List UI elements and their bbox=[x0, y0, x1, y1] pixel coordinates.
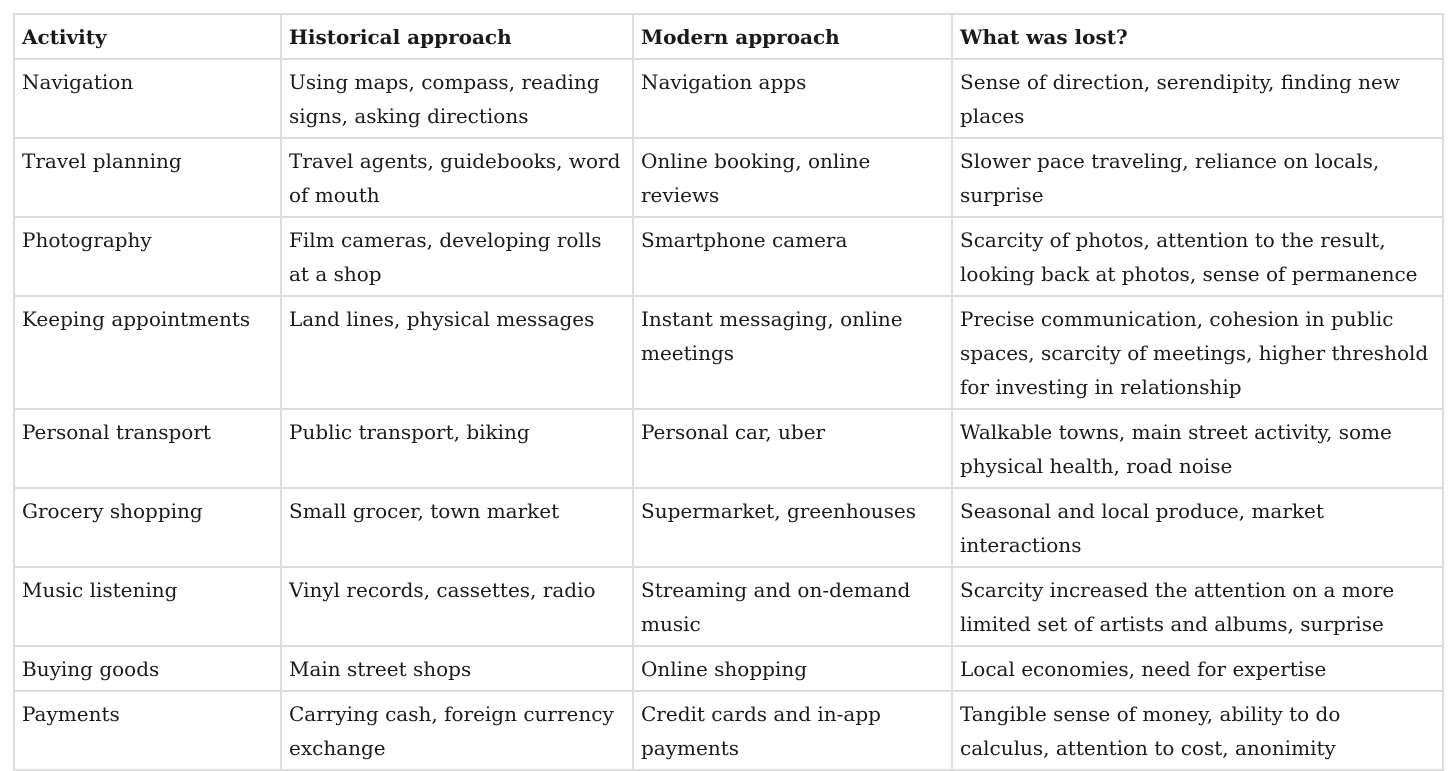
cell-historical: Small grocer, town market bbox=[281, 488, 633, 567]
cell-historical: Carrying cash, foreign currency exchange bbox=[281, 691, 633, 770]
cell-modern: Navigation apps bbox=[633, 59, 952, 138]
cell-lost: Walkable towns, main street activity, some physical health, road noise bbox=[952, 409, 1443, 488]
cell-historical: Public transport, biking bbox=[281, 409, 633, 488]
cell-lost: Local economies, need for expertise bbox=[952, 646, 1443, 691]
table-header-row bbox=[14, 14, 1443, 59]
cell-historical: Vinyl records, cassettes, radio bbox=[281, 567, 633, 646]
cell-historical: Using maps, compass, reading signs, asking directions bbox=[281, 59, 633, 138]
cell-modern: Streaming and on-demand music bbox=[633, 567, 952, 646]
cell-activity: Photography bbox=[14, 217, 281, 296]
cell-activity: Travel planning bbox=[14, 138, 281, 217]
cell-activity: Grocery shopping bbox=[14, 488, 281, 567]
cell-modern: Personal car, uber bbox=[633, 409, 952, 488]
table-row bbox=[14, 646, 1443, 691]
cell-modern: Online shopping bbox=[633, 646, 952, 691]
table-row bbox=[14, 567, 1443, 646]
header-activity: Activity bbox=[14, 14, 281, 59]
table-row bbox=[14, 217, 1443, 296]
cell-activity: Music listening bbox=[14, 567, 281, 646]
header-modern-approach: Modern approach bbox=[633, 14, 952, 59]
header-what-was-lost: What was lost? bbox=[952, 14, 1443, 59]
cell-activity: Personal transport bbox=[14, 409, 281, 488]
table-row bbox=[14, 691, 1443, 770]
cell-modern: Instant messaging, online meetings bbox=[633, 296, 952, 409]
comparison-table-container bbox=[13, 13, 1442, 771]
cell-modern: Credit cards and in-app payments bbox=[633, 691, 952, 770]
table-row bbox=[14, 296, 1443, 409]
cell-modern: Smartphone camera bbox=[633, 217, 952, 296]
comparison-table bbox=[13, 13, 1444, 771]
cell-historical: Travel agents, guidebooks, word of mouth bbox=[281, 138, 633, 217]
cell-activity: Keeping appointments bbox=[14, 296, 281, 409]
table-row bbox=[14, 59, 1443, 138]
cell-historical: Land lines, physical messages bbox=[281, 296, 633, 409]
header-historical-approach: Historical approach bbox=[281, 14, 633, 59]
table-row bbox=[14, 409, 1443, 488]
cell-lost: Scarcity of photos, attention to the result, looking back at photos, sense of permanence bbox=[952, 217, 1443, 296]
cell-lost: Seasonal and local produce, market interactions bbox=[952, 488, 1443, 567]
cell-lost: Slower pace traveling, reliance on locals, surprise bbox=[952, 138, 1443, 217]
table-row bbox=[14, 488, 1443, 567]
cell-historical: Main street shops bbox=[281, 646, 633, 691]
cell-lost: Precise communication, cohesion in public spaces, scarcity of meetings, higher threshold for investing in relationship bbox=[952, 296, 1443, 409]
cell-lost: Sense of direction, serendipity, finding new places bbox=[952, 59, 1443, 138]
cell-historical: Film cameras, developing rolls at a shop bbox=[281, 217, 633, 296]
table-row bbox=[14, 138, 1443, 217]
cell-activity: Payments bbox=[14, 691, 281, 770]
cell-modern: Online booking, online reviews bbox=[633, 138, 952, 217]
cell-modern: Supermarket, greenhouses bbox=[633, 488, 952, 567]
cell-activity: Navigation bbox=[14, 59, 281, 138]
cell-activity: Buying goods bbox=[14, 646, 281, 691]
cell-lost: Tangible sense of money, ability to do calculus, attention to cost, anonimity bbox=[952, 691, 1443, 770]
cell-lost: Scarcity increased the attention on a more limited set of artists and albums, surprise bbox=[952, 567, 1443, 646]
